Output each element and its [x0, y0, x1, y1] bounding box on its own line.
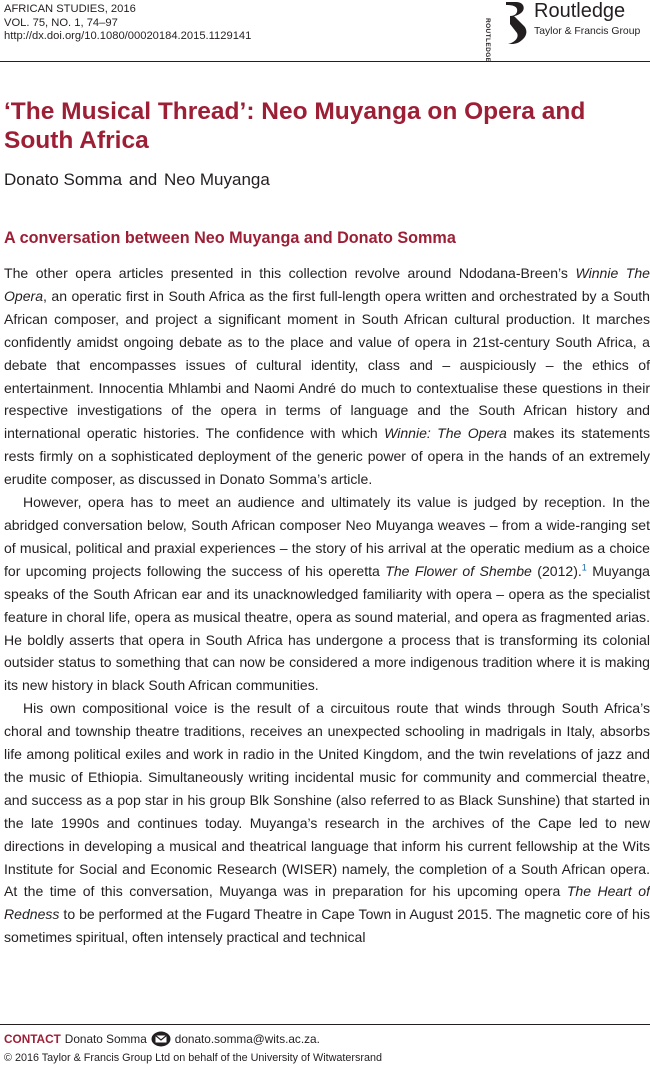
journal-volume: VOL. 75, NO. 1, 74–97: [4, 16, 118, 29]
article-title: ‘The Musical Thread’: Neo Muyanga on Opera and South Africa: [4, 98, 586, 154]
text-run: His own compositional voice is the result of a circuitous route that winds through South Africa’s choral and township theatre traditions, receives an unexpected schooling in madrigals in Italy, absorbs life among political exiles and work in radio in the United Kingdom, and the twin revelations of jazz and the music of Ethiopia. Simultaneously writing incidental music for community and commercial theatre, and success as a pop star in his group Blk Sonshine (also referred to as Black Sunshine) that started in the late 1990s and continues today. Muyanga’s research in the archives of the Cape led to new directions in developing a musical and theatrical language that inform his current fellowship at the Wits Institute for Social and Economic Research (WISER) namely, the completion of a South African opera. At the time of this conversation, Muyanga was in preparation for his upcoming opera: [4, 700, 650, 900]
author-name[interactable]: Neo Muyanga: [163, 170, 270, 189]
contact-label: CONTACT: [4, 1032, 61, 1046]
author-line: [4, 170, 270, 190]
paragraph: [4, 262, 650, 491]
text-run: (2012).: [531, 562, 582, 579]
header-rule: [0, 61, 650, 62]
footnote-ref[interactable]: 1: [581, 562, 587, 573]
contact-name: Donato Somma: [64, 1032, 147, 1046]
doi-link[interactable]: http://dx.doi.org/10.1080/00020184.2015.1129141: [4, 30, 252, 42]
contact-email[interactable]: donato.somma@wits.ac.za.: [174, 1032, 320, 1046]
author-name[interactable]: Donato Somma: [4, 170, 123, 189]
footer-rule: [0, 1024, 650, 1025]
italic-title: Winnie: The Opera: [384, 425, 507, 442]
publisher-side-text: ROUTLEDGE: [484, 18, 491, 63]
text-run: The other opera articles presented in this collection revolve around Ndodana-Breen’s: [4, 265, 576, 281]
author-conjunction: and: [128, 170, 158, 189]
publisher-subname: Taylor & Francis Group: [534, 26, 641, 37]
italic-title: The Heart of Redness: [4, 883, 650, 923]
copyright-notice: © 2016 Taylor & Francis Group Ltd on behalf of the University of Witwatersrand: [4, 1052, 383, 1064]
email-icon: [151, 1031, 171, 1047]
section-heading: A conversation between Neo Muyanga and Donato Somma: [4, 229, 456, 247]
journal-meta: [4, 3, 251, 44]
italic-title: Winnie The Opera: [4, 265, 650, 304]
italic-title: The Flower of Shembe: [385, 562, 532, 579]
paragraph: [4, 697, 650, 949]
text-run: However, opera has to meet an audience and ultimately its value is judged by reception. In the abridged conversation below, South African composer Neo Muyanga weaves – from a wide-ranging set of musical, political and praxial experiences – the story of his arrival at the operatic medium as a choice for upcoming projects following the success of his operetta: [4, 494, 650, 579]
contact-line: [4, 1031, 320, 1047]
publisher-name: Routledge: [534, 0, 626, 22]
text-run: makes its statements rests firmly on a sophisticated deployment of the generic power of opera in the hands of an extremely erudite composer, as discussed in Donato Somma’s article.: [4, 425, 650, 488]
text-run: Muyanga speaks of the South African ear and its unacknowledged familiarity with opera – opera as the specialist feature in choral life, opera as musical theatre, opera as sound material, and opera as fragmented arias. He boldly asserts that opera in South Africa has undergone a process that is transforming its colonial outsider status to something that can now be considered a more indigenous tradition where it is making its new history in black South African communities.: [4, 562, 650, 694]
article-body: [4, 262, 650, 949]
routledge-logo-icon: [502, 2, 528, 44]
text-run: , an operatic first in South Africa as the first full-length opera written and orchestrated by a South African composer, and project a significant moment in South African cultural production. It marches confidently amidst ongoing debate as to the place and value of opera in 21st-century South Africa, a debate that encompasses issues of cultural identity, class and – auspiciously – the ethics of entertainment. Innocentia Mhlambi and Naomi André do much to contextualise these questions in their respective investigations of the opera in terms of language and the South African history and international operatic histories. The confidence with which: [4, 287, 650, 442]
journal-name: AFRICAN STUDIES, 2016: [4, 3, 136, 15]
paragraph: [4, 491, 650, 697]
publisher-logo: [484, 0, 650, 63]
text-run: to be performed at the Fugard Theatre in Cape Town in August 2015. The magnetic core of his sometimes spiritual, often intensely practical and technical: [4, 906, 650, 946]
